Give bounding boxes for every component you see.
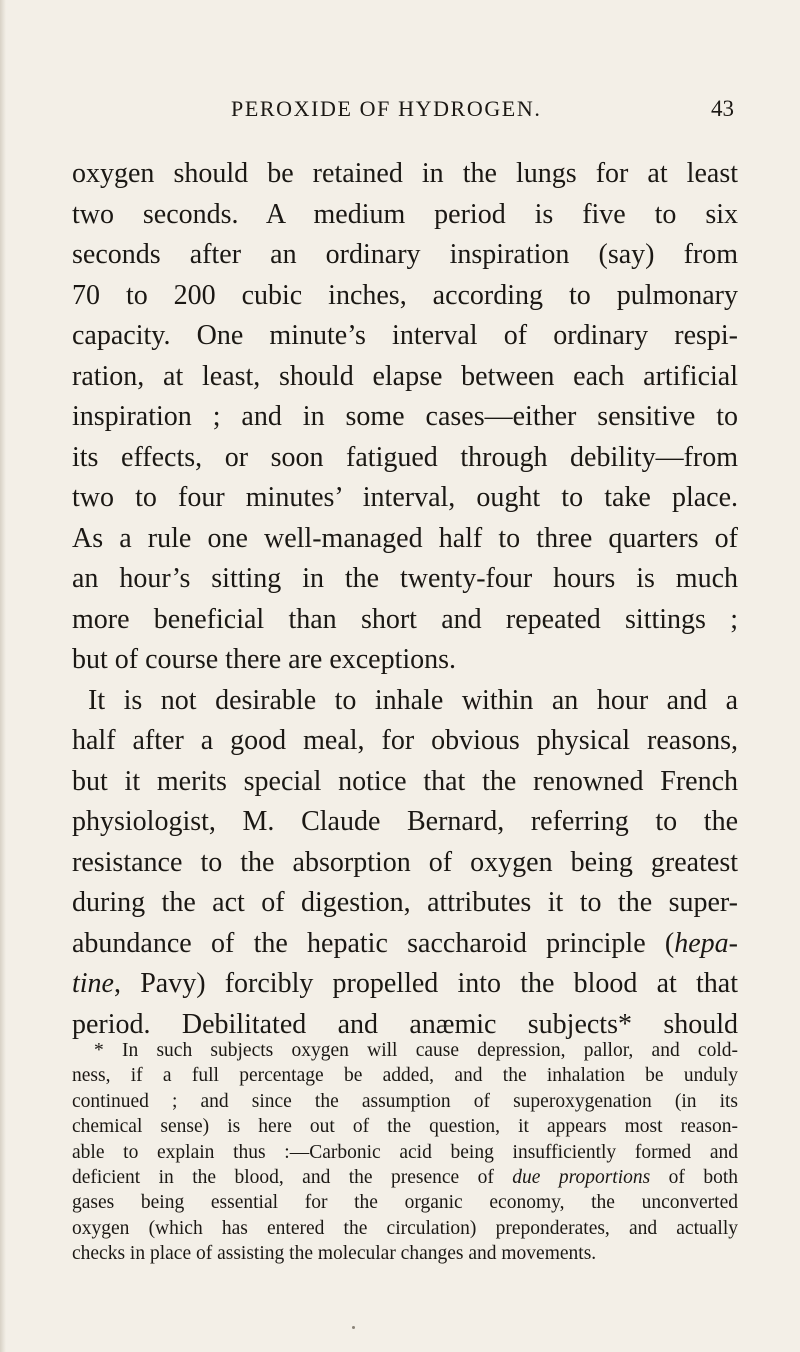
body-line: resistance to the absorption of oxygen being greatest: [72, 846, 738, 878]
body-line-text: abundance of the hepatic saccharoid principle (: [72, 927, 675, 959]
body-line: [72, 924, 738, 965]
footnote-line: ness, if a full percentage be added, and the inhalation be unduly: [72, 1065, 738, 1087]
footnote-line: continued ; and since the assumption of superoxygenation (in its: [72, 1090, 738, 1112]
footnote-line: * In such subjects oxygen will cause depression, pallor, and cold-: [94, 1040, 738, 1061]
body-line: half after a good meal, for obvious physical reasons,: [72, 725, 738, 756]
running-head: [0, 96, 800, 126]
page-edge-shadow: [0, 0, 6, 1352]
body-line: but of course there are exceptions.: [72, 644, 457, 675]
footnote-line: [72, 1165, 738, 1190]
body-line: its effects, or soon fatigued through debility—from: [72, 441, 738, 473]
footnote-line-text: of both: [650, 1166, 738, 1188]
footnote-line: oxygen (which has entered the circulation) preponderates, and actually: [72, 1217, 738, 1239]
footnote-line-text: deficient in the blood, and the presence of: [72, 1166, 513, 1188]
body-line: during the act of digestion, attributes it to the super-: [72, 887, 738, 918]
body-text: [72, 154, 738, 1045]
footnote-line: checks in place of assisting the molecular changes and movements.: [72, 1243, 597, 1265]
body-line: but it merits special notice that the renowned French: [72, 765, 738, 797]
body-line: period. Debilitated and anæmic subjects* should: [72, 1008, 738, 1040]
footnote-line: gases being essential for the organic economy, the unconverted: [72, 1192, 738, 1214]
body-line: two seconds. A medium period is five to six: [72, 198, 738, 230]
body-line: an hour’s sitting in the twenty-four hours is much: [72, 563, 738, 594]
paper-speck: [352, 1326, 355, 1329]
body-line: oxygen should be retained in the lungs for at least: [72, 158, 738, 189]
running-title: PEROXIDE OF HYDROGEN.: [231, 96, 542, 121]
page-number: 43: [711, 96, 734, 121]
body-line: physiologist, M. Claude Bernard, referring to the: [72, 806, 738, 837]
body-line: capacity. One minute’s interval of ordinary respi-: [72, 320, 738, 351]
body-line: inspiration ; and in some cases—either sensitive to: [72, 401, 738, 432]
body-line-text: , Pavy) forcibly propelled into the blood at that: [114, 968, 738, 999]
footnote-line: able to explain thus :—Carbonic acid being insufficiently formed and: [72, 1141, 738, 1163]
body-line: As a rule one well-managed half to three quarters of: [72, 522, 738, 554]
body-line: [72, 964, 738, 1005]
body-line: It is not desirable to inhale within an hour and a: [88, 684, 738, 716]
italic-term: tine: [72, 968, 114, 999]
body-line: seconds after an ordinary inspiration (say) from: [72, 239, 738, 270]
body-line: ration, at least, should elapse between each artificial: [72, 360, 738, 392]
body-line: two to four minutes’ interval, ought to take place.: [72, 482, 738, 513]
footnote: [72, 1038, 738, 1267]
body-line: 70 to 200 cubic inches, according to pulmonary: [72, 279, 738, 311]
italic-term: hepa-: [674, 927, 738, 959]
italic-term: due proportions: [512, 1166, 651, 1188]
footnote-line: chemical sense) is here out of the question, it appears most reason-: [72, 1116, 738, 1138]
body-line: more beneficial than short and repeated sittings ;: [72, 603, 738, 635]
